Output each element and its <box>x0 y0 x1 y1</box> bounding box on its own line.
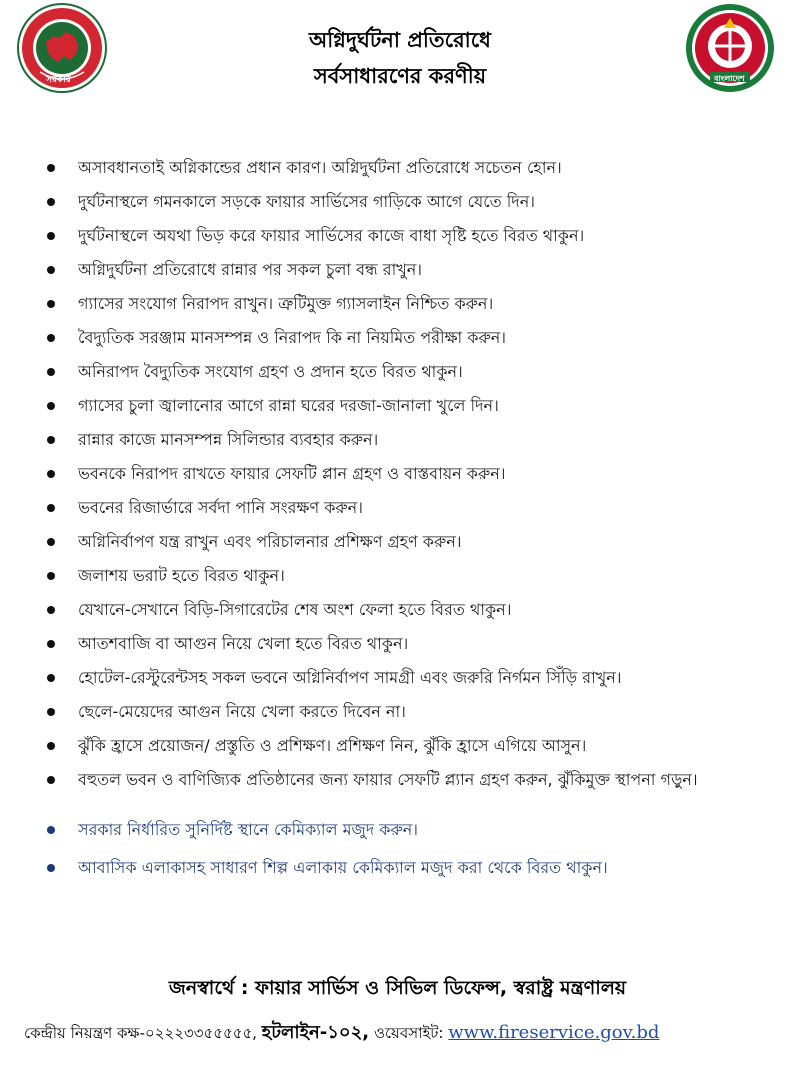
list-item: ছেলে-মেয়েদের আগুন নিয়ে খেলা করতে দিবেন না। <box>0 699 795 733</box>
list-item: জলাশয় ভরাট হতে বিরত থাকুন। <box>0 563 795 597</box>
list-item: ঝুঁকি হ্রাসে প্রয়োজন/ প্রস্তুতি ও প্রশিক্ষণ। প্রশিক্ষণ নিন, ঝুঁকি হ্রাসে এগিয়ে আসুন। <box>0 733 795 767</box>
website-link[interactable]: www.fireservice.gov.bd <box>448 1022 660 1043</box>
public-interest-line: জনস্বার্থে : ফায়ার সার্ভিস ও সিভিল ডিফেন্স, স্বরাষ্ট্র মন্ত্রণালয় <box>168 977 627 999</box>
list-item: যেখানে-সেখানে বিড়ি-সিগারেটের শেষ অংশ ফেলা হতে বিরত থাকুন। <box>0 597 795 631</box>
list-item: হোটেল-রেস্টুরেন্টসহ সকল ভবনে অগ্নিনির্বাপণ সামগ্রী এবং জরুরি নির্গমন সিঁড়ি রাখুন। <box>0 665 795 699</box>
list-item: আতশবাজি বা আগুন নিয়ে খেলা হতে বিরত থাকুন। <box>0 631 795 665</box>
title-line-1: অগ্নিদুর্ঘটনা প্রতিরোধে <box>309 28 491 52</box>
list-item: অগ্নিদুর্ঘটনা প্রতিরোধে রান্নার পর সকল চুলা বন্ধ রাখুন। <box>0 257 795 291</box>
government-seal-logo <box>16 2 108 94</box>
right-logo-caption: বাংলাদেশ <box>714 74 745 83</box>
list-item: অনিরাপদ বৈদ্যুতিক সংযোগ গ্রহণ ও প্রদান হতে বিরত থাকুন। <box>0 359 795 393</box>
title-line-2: সর্বসাধারণের করণীয় <box>313 64 487 88</box>
list-item: অগ্নিনির্বাপণ যন্ত্র রাখুন এবং পরিচালনার প্রশিক্ষণ গ্রহণ করুন। <box>0 529 795 563</box>
list-item: গ্যাসের সংযোগ নিরাপদ রাখুন। ত্রুটিমুক্ত গ্যাসলাইন নিশ্চিত করুন। <box>0 291 795 325</box>
list-item: বহুতল ভবন ও বাণিজ্যিক প্রতিষ্ঠানের জন্য ফায়ার সেফটি প্ল্যান গ্রহণ করুন, ঝুঁকিমুক্ত স্থাপনা গড়ুন। <box>0 767 795 817</box>
list-item: রান্নার কাজে মানসম্পন্ন সিলিন্ডার ব্যবহার করুন। <box>0 427 795 461</box>
list-item: ভবনের রিজার্ভারে সর্বদা পানি সংরক্ষণ করুন। <box>0 495 795 529</box>
page-title <box>150 22 650 94</box>
list-item: দুর্ঘটনাস্থলে গমনকালে সড়কে ফায়ার সার্ভিসের গাড়িকে আগে যেতে দিন। <box>0 189 795 223</box>
list-item: গ্যাসের চুলা জ্বালানোর আগে রান্না ঘরের দরজা-জানালা খুলে দিন। <box>0 393 795 427</box>
left-logo-caption: সরকার <box>46 75 71 85</box>
website-label: ওয়েবসাইট: <box>373 1024 444 1042</box>
contact-line <box>24 1018 784 1049</box>
safety-tips-list <box>0 155 795 889</box>
list-item: দুর্ঘটনাস্থলে অযথা ভিড় করে ফায়ার সার্ভিসের কাজে বাধা সৃষ্টি হতে বিরত থাকুন। <box>0 223 795 257</box>
list-item: বৈদ্যুতিক সরঞ্জাম মানসম্পন্ন ও নিরাপদ কি না নিয়মিত পরীক্ষা করুন। <box>0 325 795 359</box>
control-room-number: কেন্দ্রীয় নিয়ন্ত্রণ কক্ষ-০২২২৩৩৫৫৫৫৫, <box>24 1024 257 1042</box>
list-item: অসাবধানতাই অগ্নিকান্ডের প্রধান কারণ। অগ্নিদুর্ঘটনা প্রতিরোধে সচেতন হোন। <box>0 155 795 189</box>
list-item: আবাসিক এলাকাসহ সাধারণ শিল্প এলাকায় কেমিক্যাল মজুদ করা থেকে বিরত থাকুন। <box>0 855 795 889</box>
list-item: সরকার নির্ধারিত সুনির্দিষ্ট স্থানে কেমিক্যাল মজুদ করুন। <box>0 817 795 851</box>
fire-service-logo <box>684 2 776 94</box>
list-item: ভবনকে নিরাপদ রাখতে ফায়ার সেফটি প্লান গ্রহণ ও বাস্তবায়ন করুন। <box>0 461 795 495</box>
hotline-number: হটলাইন-১০২, <box>261 1022 370 1043</box>
